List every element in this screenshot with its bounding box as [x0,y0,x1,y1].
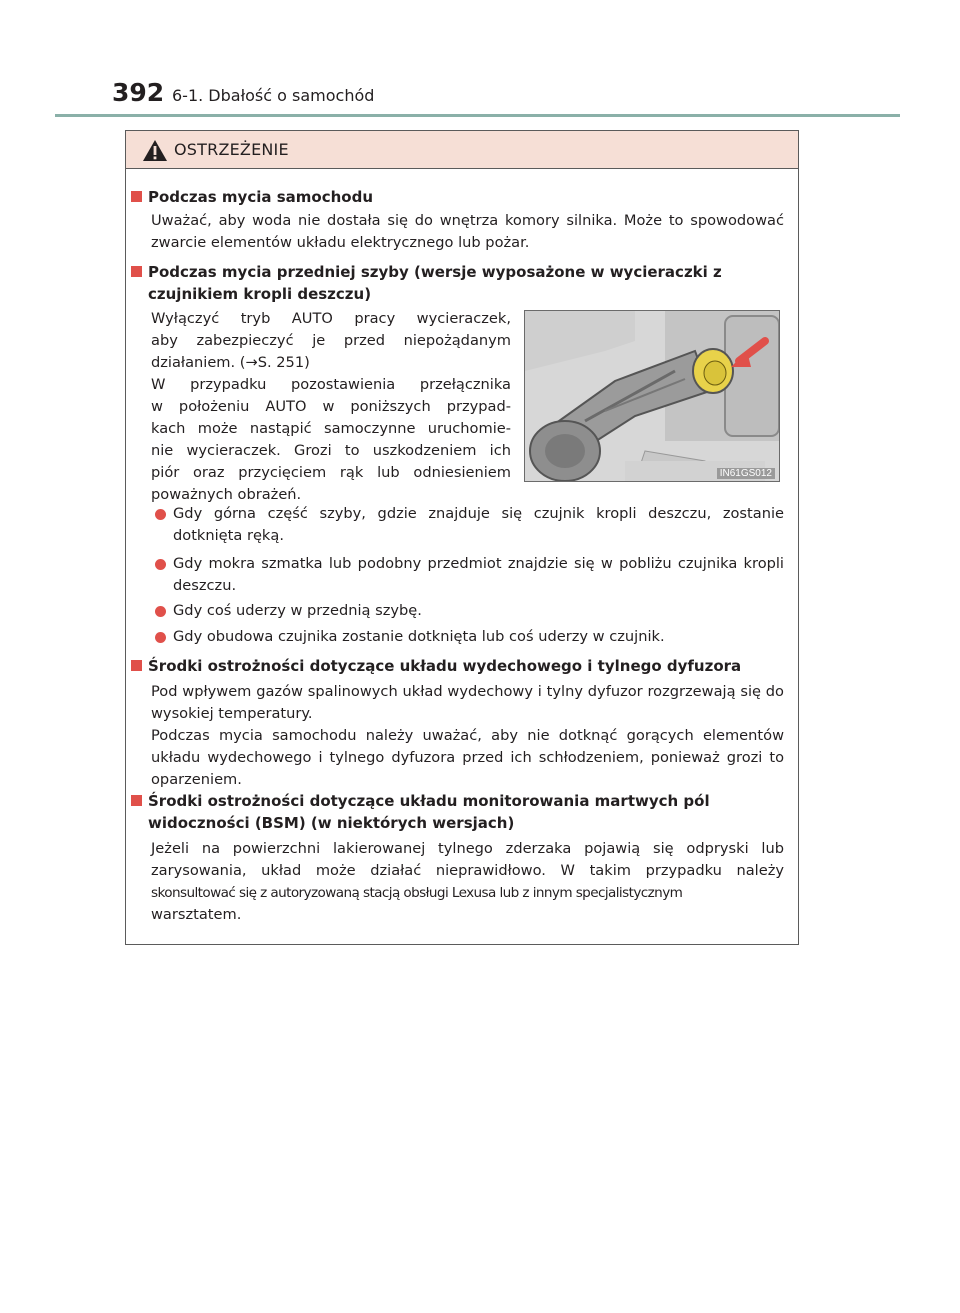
warning-header [126,131,798,169]
warning-triangle-icon [142,139,168,162]
circle-bullet-icon [155,606,166,617]
section-title: 6-1. Dbałość o samochód [172,86,375,105]
header-rule [55,114,900,117]
circle-bullet-icon [155,632,166,643]
square-bullet-icon [131,266,142,277]
illustration-code: IN61GS012 [717,468,775,479]
page-number: 392 [112,78,165,107]
warning-box: OSTRZEŻENIE Podczas mycia samochodu Uważać, aby woda nie dostała się do wnętrza komory silnika. Może to spowodować zwarcie elementów układu elektrycznego lub pożar. Podczas mycia przedniej szyby (wersje wyposażone w wycieraczki z czujnikiem kropli deszczu) Wyłączyć tryb AUTO pracy wycieraczek, aby zabezpieczyć je przed niepożądanym działaniem. (→S. 251) W przypadku pozostawienia przełącznika w położeniu AUTO w poniższych przypad- kach może nastąpić samoczynne uruchomie- nie wycieraczek. Grozi to uszkodzeniem ich piór oraz przycięciem rąk lub odniesieniem poważnych obrażeń. IN61GS012 Gdy górna część szyby, gdzie znajduje się czujnik kropli deszczu, zostanie dotknięta ręką. Gdy mokra szmatka lub podobny przedmiot znajdzie się w pobliżu czujnika kropli deszczu. Gdy coś uderzy w przednią szybę. Gdy obudowa czujnika zostanie dotknięta lub coś uderzy w czujnik. Środki ostrożności dotyczące układu wydechowego i tylnego dyfuzora Pod wpływem gazów spalinowych układ wydechowy i tylny dyfuzor rozgrzewają się do wysokiej temperatury. Podczas mycia samochodu należy uważać, aby nie dotknąć gorących elementów układu wydechowego i tylnego dyfuzora przed ich schłodzeniem, ponieważ grozi to oparzeniem. Środki ostrożności dotyczące układu monitorowania martwych pól widoczności (BSM) (w niektórych wersjach) Jeżeli na powierzchni lakierowanej tylnego zderzaka pojawią się odpryski lub zarysowania, układ może działać nieprawidłowo. W takim przypadku należy skonsultować się z autoryzowaną stacją obsługi Lexusa lub z innym specjalistycznym warsztatem. [125,130,799,945]
section-text: Pod wpływem gazów spalinowych układ wydechowy i tylny dyfuzor rozgrzewają się do wysokiej temperatury. [151,683,784,722]
section-text: Wyłączyć tryb AUTO pracy wycieraczek, aby zabezpieczyć je przed niepożądanym działaniem. (→S. 251) W przypadku pozostawienia przełącznika w położeniu AUTO w poniższych przypad- kach może nastąpić samoczynne uruchomie- nie wycieraczek. Grozi to uszkodzeniem ich piór oraz przycięciem rąk lub odniesieniem poważnych obrażeń. [151,310,511,503]
section-text: Podczas mycia samochodu należy uważać, aby nie dotknąć gorących elementów układu wydechowego i tylnego dyfuzora przed ich schłodzeniem, ponieważ grozi to oparzeniem. [151,727,784,788]
wiper-switch-illustration [524,310,780,482]
square-bullet-icon [131,660,142,671]
circle-bullet-icon [155,559,166,570]
section-text: Jeżeli na powierzchni lakierowanej tylnego zderzaka pojawią się odpryski lub zarysowania, układ może działać nieprawidłowo. W takim przypadku należy skonsultować się z autoryzowaną stacją obsługi Lexusa lub z innym specjalistycznym warsztatem. [151,840,784,923]
square-bullet-icon [131,191,142,202]
square-bullet-icon [131,795,142,806]
page-header [0,0,960,120]
wiper-lever-image [525,311,779,481]
circle-bullet-icon [155,509,166,520]
section-text: Uważać, aby woda nie dostała się do wnętrza komory silnika. Może to spowodować zwarcie elementów układu elektrycznego lub pożar. [151,212,784,251]
warning-title: OSTRZEŻENIE [174,140,289,159]
